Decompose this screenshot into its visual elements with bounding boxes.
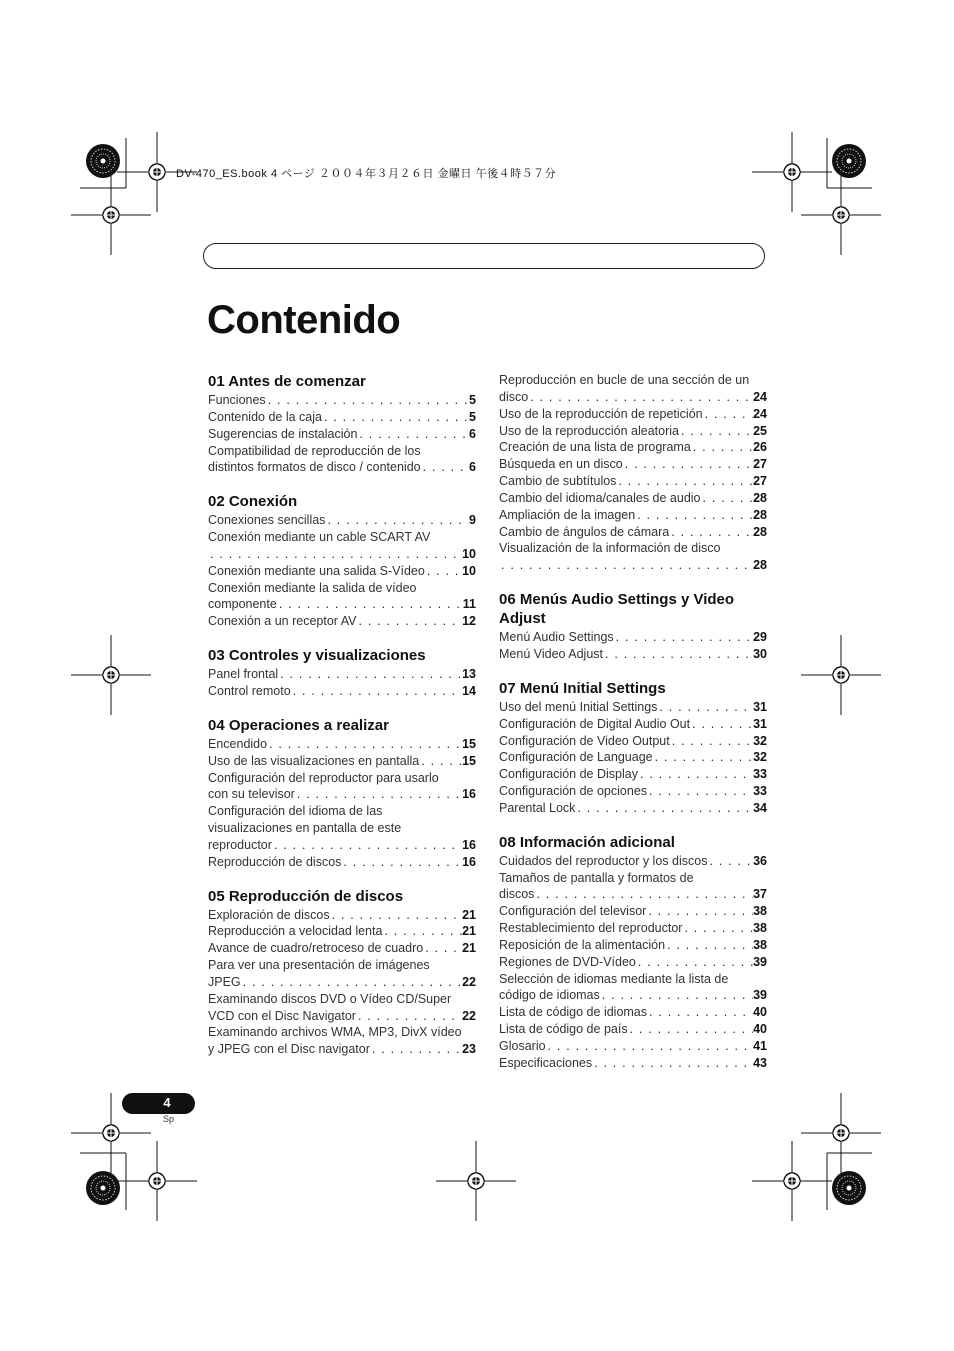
toc-page-number: 39 [753,954,767,969]
toc-entry[interactable] [208,736,476,753]
toc-entry[interactable] [208,940,476,957]
toc-entry-text: Cuidados del reproductor y los discos [499,853,708,868]
toc-entry[interactable] [499,1021,767,1038]
dot-leader [295,786,462,803]
toc-page-number: 6 [469,460,476,475]
toc-entry-text: VCD con el Disc Navigator [208,1008,356,1023]
page-number: 4 [163,1095,171,1110]
toc-entry-text: Configuración del reproductor para usarlo [208,770,439,785]
dot-leader [665,937,753,954]
toc-entry-text: Cambio de ángulos de cámara [499,524,670,539]
toc-entry[interactable] [208,683,476,700]
toc-entry-text: Funciones [208,393,266,407]
toc-page-number: 23 [462,1042,476,1057]
toc-entry[interactable] [499,766,767,783]
toc-entry-text: Lista de código de idiomas [499,1005,648,1020]
dot-leader [419,753,462,770]
toc-entry-text: Cambio del idioma/canales de audio [499,490,701,505]
toc-page-number: 33 [753,767,767,782]
toc-entry-text: Búsqueda en un disco [499,457,623,472]
dot-leader [382,923,462,940]
toc-page-number: 32 [753,733,767,748]
toc-page-number: 21 [462,924,476,939]
toc-entry-text: Cambio de subtítulos [499,474,617,489]
dot-leader [707,853,753,870]
toc-page-number: 38 [753,921,767,936]
dot-leader [614,629,753,646]
toc-entry[interactable] [499,1055,767,1072]
toc-page-number: 13 [462,667,476,682]
toc-entry-text: Sugerencias de instalación [208,426,358,441]
toc-entry[interactable] [208,770,476,804]
toc-entry[interactable] [499,1004,767,1021]
toc-entry[interactable] [208,426,476,443]
dot-leader [635,507,753,524]
dot-leader [603,646,753,663]
corner-mark-top-right [827,138,872,188]
toc-entry[interactable] [208,753,476,770]
dot-leader [616,473,753,490]
toc-entry[interactable] [499,490,767,507]
toc-entry-text: distintos formatos de disco / contenido [208,460,421,475]
toc-entry-text: Ampliación de la imagen [499,507,636,522]
toc-entry-text: Regiones de DVD-Vídeo [499,954,636,969]
toc-entry[interactable] [499,903,767,920]
toc-entry-text: Conexiones sencillas [208,513,326,528]
section-title: 02 Conexión [208,493,298,511]
toc-page-number: 14 [462,683,476,698]
dot-leader [636,954,753,971]
toc-entry-text: y JPEG con el Disc navigator [208,1042,370,1057]
toc-page-number: 38 [753,937,767,952]
language-code: Sp [163,1114,175,1124]
toc-entry[interactable] [499,456,767,473]
section-title: 07 Menú Initial Settings [499,679,666,697]
toc-section [208,372,476,476]
toc-entry[interactable] [499,937,767,954]
dot-leader [701,490,754,507]
toc-page-number: 24 [753,406,767,421]
toc-entry-text: código de idiomas [499,988,600,1003]
toc-page-number: 38 [753,904,767,919]
toc-section [208,492,476,630]
toc-section [499,372,767,574]
toc-entry-text: Conexión a un receptor AV [208,614,357,629]
dot-leader [600,987,753,1004]
dot-leader [690,716,753,733]
file-info-line: DV-470_ES.book 4 ページ ２００４年３月２６日 金曜日 午後４時５７分 [176,168,557,180]
toc-page-number: 27 [753,457,767,472]
toc-page-number: 28 [753,490,767,505]
toc-entry-text: Examinando discos DVD o Vídeo CD/Super [208,991,452,1006]
toc-entry[interactable] [208,923,476,940]
toc-entry-text: discos [499,887,535,902]
dot-leader [341,854,462,871]
toc-entry-text: Uso de la reproducción aleatoria [499,423,679,438]
toc-entry-text: componente [208,597,277,612]
dot-leader [356,613,462,630]
toc-page-number: 31 [753,716,767,731]
dot-leader [628,1021,754,1038]
toc-entry-text: Menú Audio Settings [499,630,614,645]
toc-entry-text: Reposición de la alimentación [499,937,666,952]
toc-page-number: 28 [753,507,767,522]
toc-entry-text: Configuración de opciones [499,784,648,799]
toc-entry[interactable] [499,920,767,937]
dot-leader [534,886,753,903]
toc-entry[interactable] [208,512,476,529]
toc-section [499,590,767,663]
toc-entry-text: Especificaciones [499,1055,593,1070]
toc-entry-text: Encendido [208,736,268,751]
toc-page-number: 43 [753,1055,767,1070]
toc-page-number: 10 [462,563,476,578]
toc-entry[interactable] [208,957,476,991]
toc-entry[interactable] [208,409,476,426]
dot-leader [691,439,753,456]
toc-entry[interactable] [499,372,767,406]
toc-entry[interactable] [208,443,476,477]
toc-page-number: 12 [462,614,476,629]
toc-section [208,716,476,871]
toc-entry-text: Glosario [499,1039,546,1053]
dot-leader [278,666,462,683]
toc-entry-text: Conexión mediante un cable SCART AV [208,530,431,545]
toc-entry-text: Reproducción de discos [208,854,342,869]
toc-entry[interactable] [499,783,767,800]
dot-leader [682,920,753,937]
toc-entry-text: Configuración de Language [499,750,653,765]
toc-entry[interactable] [499,439,767,456]
toc-entry-text: Creación de una lista de programa [499,440,691,455]
toc-entry[interactable] [499,800,767,817]
toc-entry-text: disco [499,389,529,404]
title-bar [203,243,765,269]
toc-page-number: 36 [753,853,767,868]
dot-leader [646,903,753,920]
dot-leader [325,512,469,529]
dot-leader [657,699,753,716]
toc-entry-text: Tamaños de pantalla y formatos de [499,870,694,885]
toc-page-number: 16 [462,854,476,869]
section-title: 04 Operaciones a realizar [208,716,389,734]
dot-leader [330,907,462,924]
dot-leader [241,974,462,991]
toc-page-number: 22 [462,974,476,989]
toc-entry-text: Reproducción a velocidad lenta [208,924,383,939]
toc-entry-text: Uso del menú Initial Settings [499,699,658,714]
toc-entry-text: Conexión mediante la salida de vídeo [208,580,417,595]
dot-leader [322,409,469,426]
toc-entry-text: Lista de código de país [499,1022,628,1037]
toc-entry[interactable] [208,1024,476,1058]
toc-entry[interactable] [499,853,767,870]
dot-leader [277,596,463,613]
toc-entry-text: Exploración de discos [208,907,330,922]
toc-entry[interactable] [499,540,767,574]
toc-entry-text: Compatibilidad de reproducción de los [208,443,421,458]
toc-entry[interactable] [208,613,476,630]
toc-page-number: 5 [469,409,476,424]
corner-mark-bottom-right [827,1153,872,1210]
dot-leader [370,1041,462,1058]
toc-page-number: 16 [462,837,476,852]
dot-leader [638,766,753,783]
toc-entry-text: Menú Video Adjust [499,646,604,661]
dot-leader [669,524,753,541]
toc-entry[interactable] [208,563,476,580]
toc-page-number: 10 [462,546,476,561]
toc-entry-text: Avance de cuadro/retroceso de cuadro [208,941,424,956]
section-title: 06 Menús Audio Settings y Video Adjust [499,591,735,628]
toc-page-number: 9 [469,513,476,528]
toc-entry-text: Selección de idiomas mediante la lista de [499,971,729,986]
toc-entry-text: Contenido de la caja [208,409,322,424]
toc-page-number: 41 [753,1039,767,1053]
toc-entry[interactable] [499,629,767,646]
toc-page-number: 24 [753,389,767,404]
toc-entry[interactable] [208,529,476,563]
toc-section [208,887,476,1059]
toc-entry-text: reproductor [208,837,272,852]
toc-entry-text: Restablecimiento del reproductor [499,921,683,936]
toc-section [208,646,476,700]
toc-page-number: 6 [469,426,476,441]
dot-leader [670,733,753,750]
toc-entry-text: Configuración de Video Output [499,733,670,748]
toc-entry[interactable] [208,803,476,854]
toc-page-number: 27 [753,474,767,489]
toc-entry-text: Configuración del idioma de las [208,804,383,819]
toc-entry-text: Uso de la reproducción de repetición [499,406,703,421]
toc-entry-text: Configuración de Digital Audio Out [499,716,691,731]
toc-section [499,679,767,817]
toc-page-number: 37 [753,887,767,902]
toc-page-number: 21 [462,907,476,922]
toc-entry[interactable] [499,971,767,1005]
toc-entry-text: Uso de las visualizaciones en pantalla [208,753,420,768]
toc-page-number: 34 [753,800,767,815]
toc-entry[interactable] [208,666,476,683]
toc-page-number: 16 [462,787,476,802]
dot-leader [425,563,462,580]
dot-leader [546,1038,754,1055]
toc-entry[interactable] [499,716,767,733]
toc-entry-text: visualizaciones en pantalla de este [208,821,402,836]
toc-entry[interactable] [499,699,767,716]
page-title: Contenido [207,298,401,342]
toc-entry[interactable] [208,854,476,871]
dot-leader [575,800,753,817]
dot-leader [267,736,462,753]
toc-entry[interactable] [208,580,476,614]
toc-page-number: 32 [753,750,767,765]
section-title: 05 Reproducción de discos [208,887,404,905]
dot-leader [266,392,469,409]
toc-page-number: 28 [753,558,767,573]
toc-entry[interactable] [499,406,767,423]
toc-entry[interactable] [208,907,476,924]
toc-entry[interactable] [499,749,767,766]
dot-leader [623,456,753,473]
toc-page-number: 5 [469,393,476,407]
toc-entry-text: Control remoto [208,683,291,698]
section-title: 08 Información adicional [499,833,675,851]
toc-entry[interactable] [499,524,767,541]
toc-page-number: 26 [753,440,767,455]
toc-page-number: 40 [753,1022,767,1037]
toc-section [499,833,767,1072]
toc-entry-text: Conexión mediante una salida S-Vídeo [208,563,425,578]
toc-column-right [499,372,767,1088]
dot-leader [703,406,753,423]
toc-entry[interactable] [208,392,476,409]
toc-page-number: 29 [753,630,767,645]
dot-leader [499,557,753,574]
toc-entry[interactable] [499,423,767,440]
toc-entry-text: Configuración del televisor [499,904,647,919]
toc-entry[interactable] [208,991,476,1025]
toc-entry-text: Reproducción en bucle de una sección de un [499,373,750,387]
toc-entry[interactable] [499,954,767,971]
dot-leader [208,546,462,563]
toc-page-number: 22 [462,1008,476,1023]
toc-page-number: 31 [753,699,767,714]
dot-leader [592,1055,753,1072]
toc-page-number: 33 [753,784,767,799]
section-title: 01 Antes de comenzar [208,373,366,390]
dot-leader [647,1004,753,1021]
dot-leader [653,749,753,766]
dot-leader [291,683,462,700]
toc-page-number: 11 [462,597,476,612]
toc-entry[interactable] [499,646,767,663]
toc-entry[interactable] [499,733,767,750]
toc-page-number: 39 [753,988,767,1003]
toc-entry-text: con su televisor [208,787,295,802]
toc-entry[interactable] [499,507,767,524]
toc-entry-text: Examinando archivos WMA, MP3, DivX vídeo [208,1025,462,1040]
toc-page-number: 28 [753,524,767,539]
toc-page-number: 25 [753,423,767,438]
toc-page-number: 15 [462,736,476,751]
dot-leader [423,940,462,957]
toc-entry-text: Parental Lock [499,800,576,815]
corner-mark-top-left [80,138,126,188]
toc-entry-text: Configuración de Display [499,767,638,782]
toc-entry[interactable] [499,870,767,904]
dot-leader [528,389,753,406]
toc-entry[interactable] [499,473,767,490]
dot-leader [272,837,462,854]
toc-entry-text: Panel frontal [208,667,279,682]
toc-entry-text: Visualización de la información de disco [499,541,721,556]
section-title: 03 Controles y visualizaciones [208,647,426,665]
toc-entry[interactable] [499,1038,767,1055]
toc-entry-text: JPEG [208,974,241,989]
toc-page-number: 40 [753,1005,767,1020]
toc-page-number: 21 [462,941,476,956]
dot-leader [647,783,753,800]
toc-entry-text: Para ver una presentación de imágenes [208,958,430,973]
dot-leader [421,459,469,476]
toc-page-number: 15 [462,753,476,768]
dot-leader [357,426,469,443]
dot-leader [356,1008,462,1025]
toc-page-number: 30 [753,646,767,661]
dot-leader [679,423,753,440]
toc-column-left [208,372,476,1074]
